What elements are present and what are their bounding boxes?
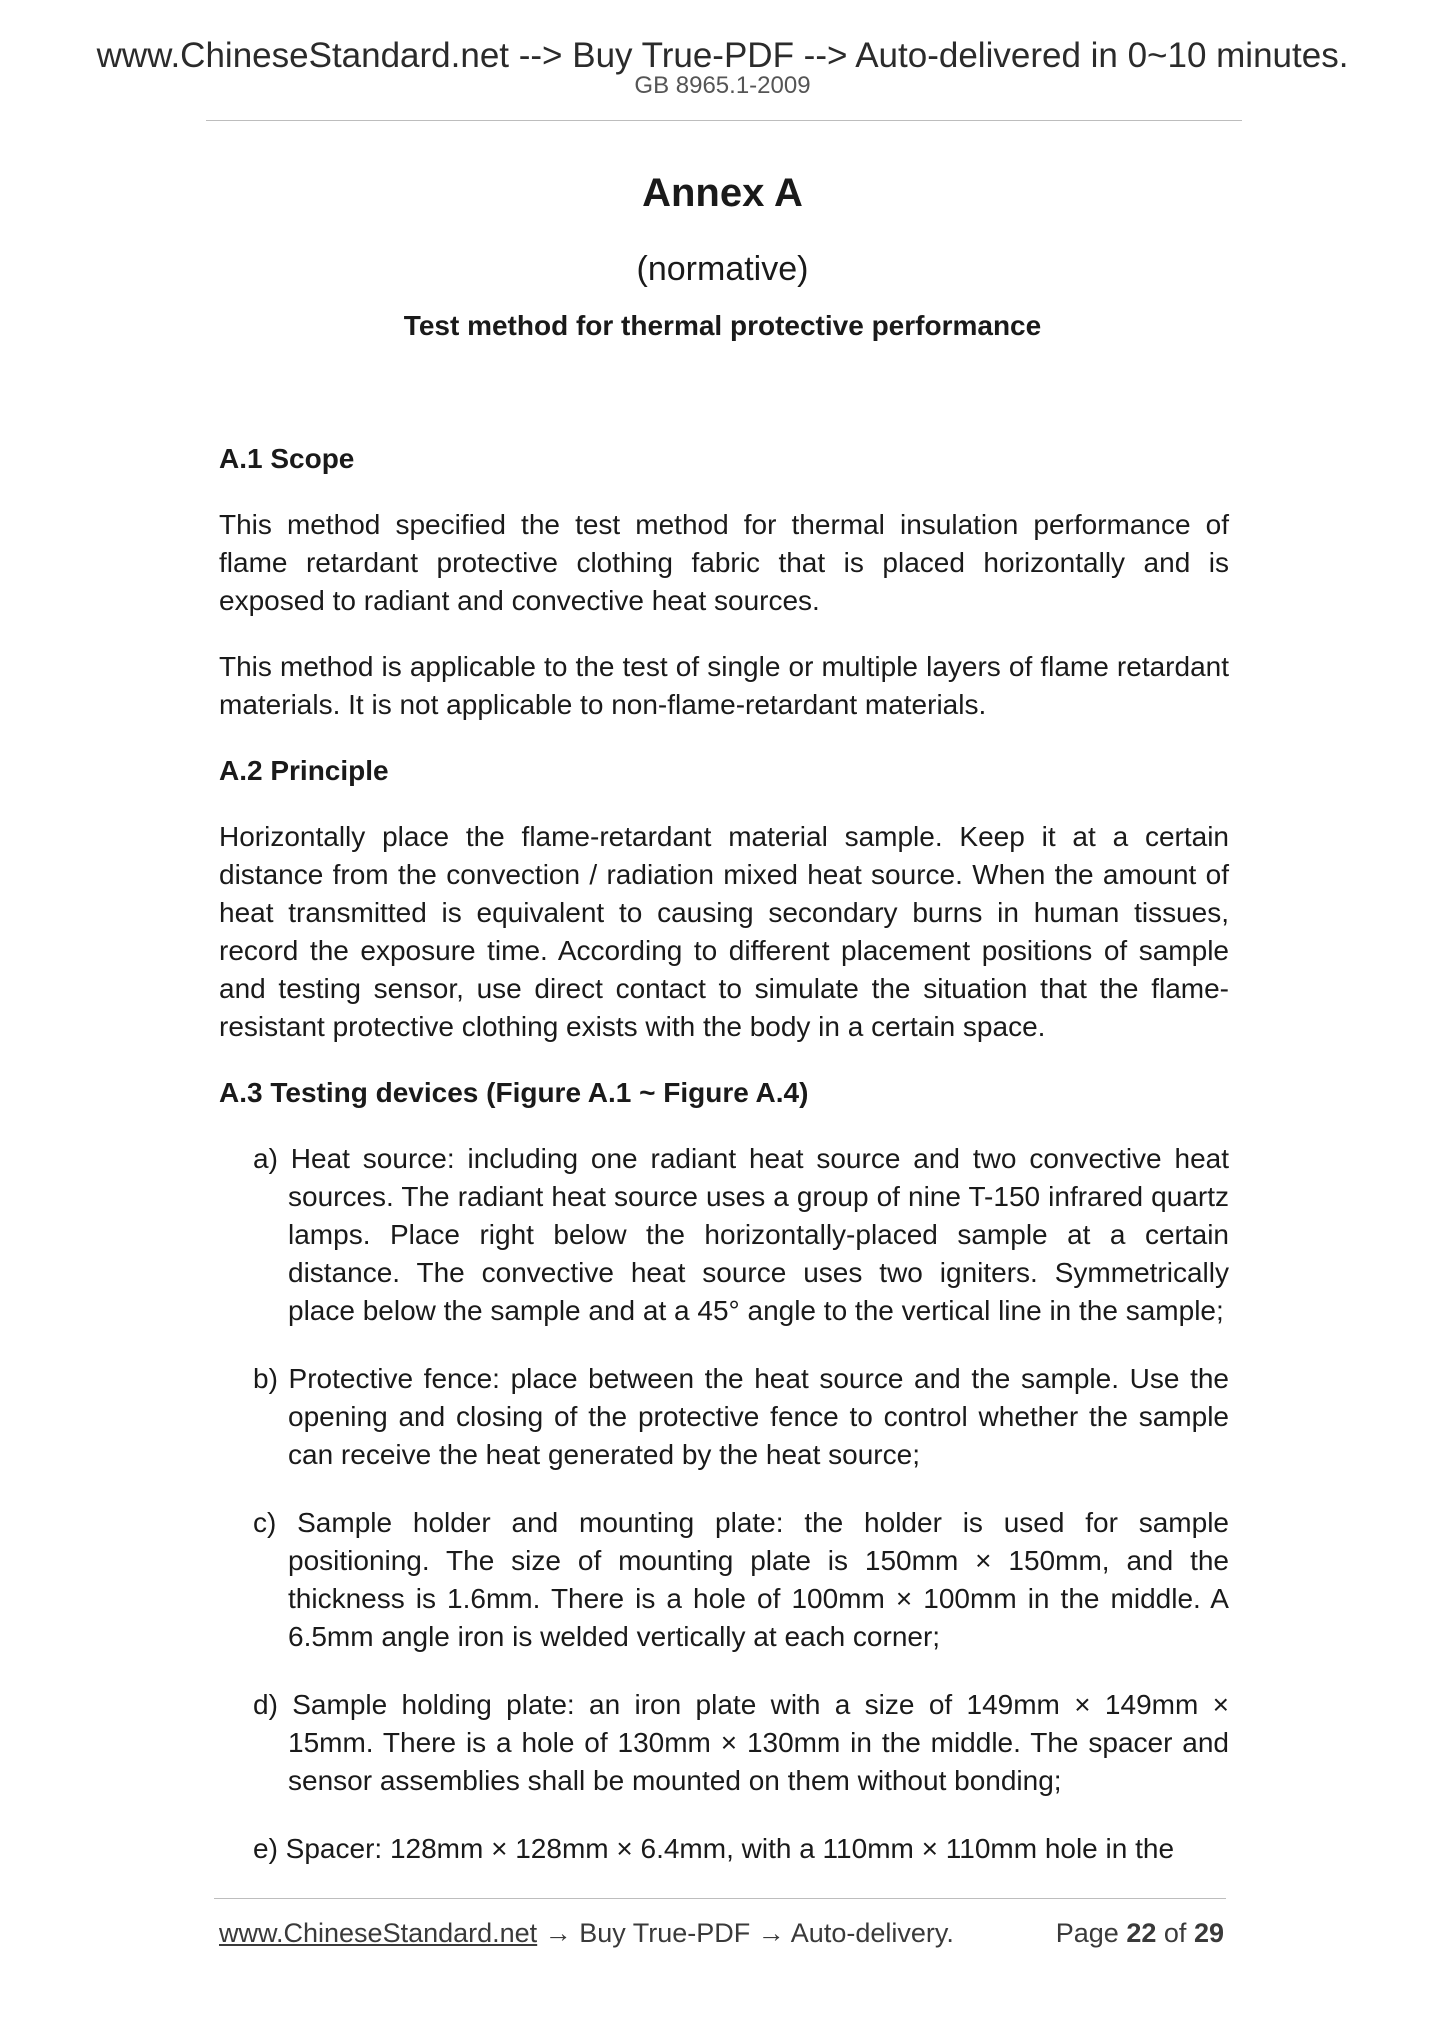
scope-paragraph-1: This method specified the test method for thermal insulation performance of flame retardant protective clothing fabric that is placed horizontally and is exposed to radiant and convective heat sources. [219,509,1229,616]
footer-divider [214,1898,1226,1899]
document-body [219,440,1229,1898]
arrow-right-icon: → [544,1918,572,1948]
section-title-devices: A.3 Testing devices (Figure A.1 ~ Figure A.4) [219,1077,809,1108]
arrow-right-icon: → [757,1918,785,1948]
header-divider [206,120,1242,121]
annex-title: Annex A [642,171,803,215]
device-item-sample-holder: c) Sample holder and mounting plate: the holder is used for sample positioning. The size of mounting plate is 150mm × 150mm, and the thickness is 1.6mm. There is a hole of 100mm × 100mm in the middle. A 6.5mm angle iron is welded vertically at each corner; [253,1507,1229,1652]
footer-site-link[interactable]: www.ChineseStandard.net [219,1918,538,1948]
page-label: Page [1055,1918,1119,1948]
of-label: of [1163,1918,1187,1948]
footer-links [219,1913,954,1953]
page-footer [219,1913,1224,1953]
section-title-principle: A.2 Principle [219,755,389,786]
principle-paragraph: Horizontally place the flame-retardant material sample. Keep it at a certain distance from the convection / radiation mixed heat source. When the amount of heat transmitted is equivalent to causing secondary burns in human tissues, record the exposure time. According to different placement positions of sample and testing sensor, use direct contact to simulate the situation that the flame-resistant protective clothing exists with the body in a certain space. [219,821,1229,1042]
page-total: 29 [1193,1918,1224,1948]
device-item-holding-plate: d) Sample holding plate: an iron plate with a size of 149mm × 149mm × 15mm. There is a hole of 130mm × 130mm in the middle. The spacer and sensor assemblies shall be mounted on them without bonding; [253,1689,1229,1796]
annex-heading: Test method for thermal protective performance [403,310,1042,341]
scope-paragraph-2: This method is applicable to the test of single or multiple layers of flame retardant materials. It is not applicable to non-flame-retardant materials. [219,651,1229,720]
page-indicator [1056,1913,1224,1953]
device-item-heat-source: a) Heat source: including one radiant heat source and two convective heat sources. The radiant heat source uses a group of nine T-150 infrared quartz lamps. Place right below the horizontally-placed sample at a certain distance. The convective heat source uses two igniters. Symmetrically place below the sample and at a 45° angle to the vertical line in the sample; [253,1143,1229,1326]
footer-delivery-text: Auto-delivery. [790,1918,954,1948]
footer-buy-text: Buy True-PDF [579,1918,751,1948]
device-item-protective-fence: b) Protective fence: place between the heat source and the sample. Use the opening and closing of the protective fence to control whether the sample can receive the heat generated by the heat source; [253,1363,1229,1470]
device-item-spacer: e) Spacer: 128mm × 128mm × 6.4mm, with a 110mm × 110mm hole in the [253,1833,1175,1864]
standard-code: GB 8965.1-2009 [634,72,811,99]
site-banner: www.ChineseStandard.net --> Buy True-PDF --> Auto-delivered in 0~10 minutes. [96,36,1349,75]
section-title-scope: A.1 Scope [219,443,355,474]
page-number: 22 [1126,1918,1157,1948]
annex-subtitle: (normative) [636,250,809,288]
